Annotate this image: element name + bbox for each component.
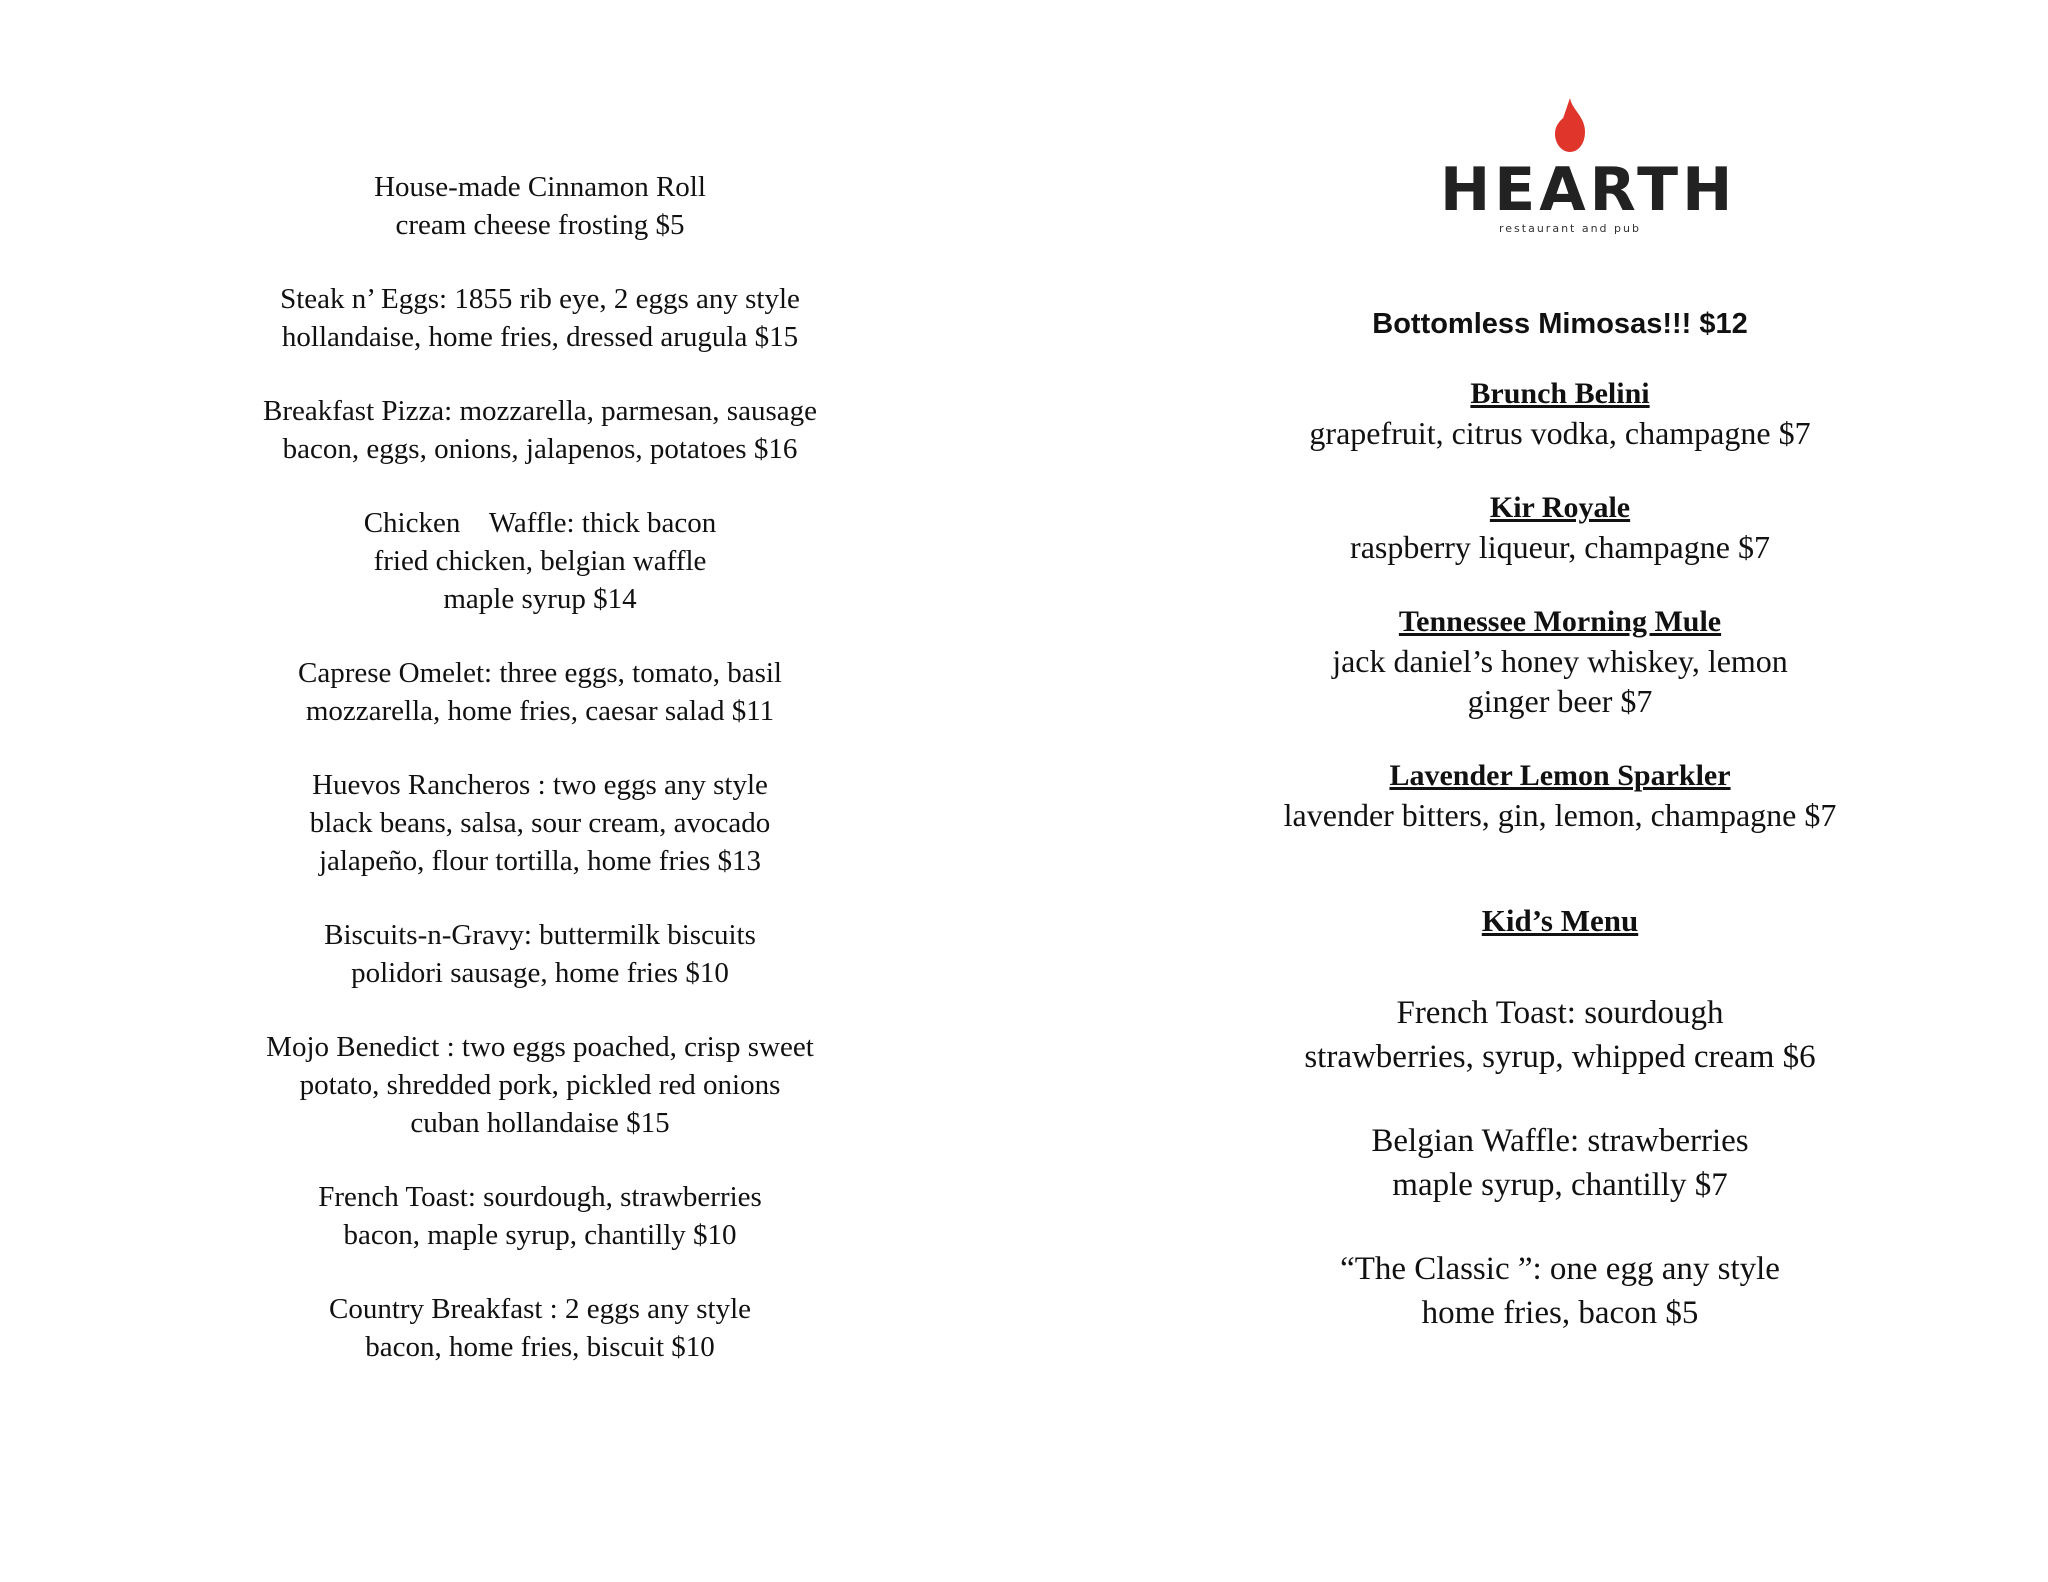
menu-item-line: Biscuits-n-Gravy: buttermilk biscuits [324,919,756,951]
menu-item-line: black beans, salsa, sour cream, avocado [309,807,771,839]
menu-item-line: bacon, maple syrup, chantilly $10 [343,1219,737,1251]
drink-description: raspberry liqueur, champagne $7 [1350,529,1770,565]
menu-item-line: Huevos Rancheros : two eggs any style [312,769,768,801]
logo-wordmark: HEARTH [1440,155,1737,225]
kids-item-line: Belgian Waffle: strawberries [1371,1123,1749,1159]
menu-item-line: cuban hollandaise $15 [410,1107,670,1139]
drink-description: jack daniel’s honey whiskey, lemon [1332,643,1788,679]
menu-item-cinnamon-roll [150,168,930,244]
drink-name: Brunch Belini [1470,377,1650,410]
menu-item-line: fried chicken, belgian waffle [373,545,707,577]
kids-item-line: “The Classic ”: one egg any style [1340,1251,1780,1287]
menu-item-biscuits-gravy [150,916,930,992]
menu-item-caprese-omelet [150,654,930,730]
drink-name: Lavender Lemon Sparkler [1389,759,1731,792]
menu-item-line: hollandaise, home fries, dressed arugula $15 [281,321,799,353]
drink-lavender-lemon-sparkler [1180,757,1940,835]
menu-item-line: Mojo Benedict : two eggs poached, crisp sweet [266,1031,814,1063]
menu-item-chicken-waffle [150,504,930,618]
menu-item-huevos-rancheros [150,766,930,880]
drink-description: ginger beer $7 [1467,683,1653,719]
hearth-logo [1440,96,1737,235]
drink-brunch-belini [1180,375,1940,453]
menu-item-mojo-benedict [150,1028,930,1142]
drink-tennessee-morning-mule [1180,603,1940,721]
menu-item-country-breakfast [150,1290,930,1366]
kids-item-belgian-waffle [1180,1119,1940,1207]
menu-item-line: Chicken Waffle: thick bacon [363,507,717,539]
menu-item-line: Steak n’ Eggs: 1855 rib eye, 2 eggs any style [280,283,800,315]
drink-description: lavender bitters, gin, lemon, champagne $7 [1283,797,1837,833]
menu-item-line: cream cheese frosting $5 [395,209,685,241]
flame-icon [1545,96,1595,156]
menu-item-line: bacon, home fries, biscuit $10 [365,1331,715,1363]
menu-item-line: maple syrup $14 [443,583,637,615]
kids-item-line: strawberries, syrup, whipped cream $6 [1304,1039,1816,1075]
logo-tagline: restaurant and pub [1499,222,1641,235]
menu-item-line: mozzarella, home fries, caesar salad $11 [305,695,775,727]
kids-menu-heading: Kid’s Menu [1481,903,1639,938]
bottomless-mimosas: Bottomless Mimosas!!! $12 [1372,308,1748,340]
menu-item-line: potato, shredded pork, pickled red onions [299,1069,781,1101]
kids-item-line: maple syrup, chantilly $7 [1392,1167,1728,1203]
drink-name: Tennessee Morning Mule [1398,605,1722,638]
menu-item-line: French Toast: sourdough, strawberries [318,1181,762,1213]
drinks-and-kids [1180,308,1940,1375]
brunch-menu [150,168,930,1402]
menu-item-line: Caprese Omelet: three eggs, tomato, basil [298,657,782,689]
menu-item-line: bacon, eggs, onions, jalapenos, potatoes $16 [282,433,798,465]
drink-name: Kir Royale [1489,491,1631,524]
menu-item-line: jalapeño, flour tortilla, home fries $13 [318,845,762,877]
menu-item-french-toast [150,1178,930,1254]
menu-item-line: Country Breakfast : 2 eggs any style [328,1293,752,1325]
kids-item-the-classic [1180,1247,1940,1335]
menu-item-breakfast-pizza [150,392,930,468]
drink-kir-royale [1180,489,1940,567]
menu-item-line: House-made Cinnamon Roll [374,171,706,203]
kids-item-french-toast [1180,991,1940,1079]
drink-description: grapefruit, citrus vodka, champagne $7 [1309,415,1811,451]
menu-item-steak-eggs [150,280,930,356]
kids-item-line: French Toast: sourdough [1396,995,1724,1031]
menu-item-line: polidori sausage, home fries $10 [351,957,729,989]
kids-item-line: home fries, bacon $5 [1421,1295,1699,1331]
menu-item-line: Breakfast Pizza: mozzarella, parmesan, sausage [263,395,817,427]
